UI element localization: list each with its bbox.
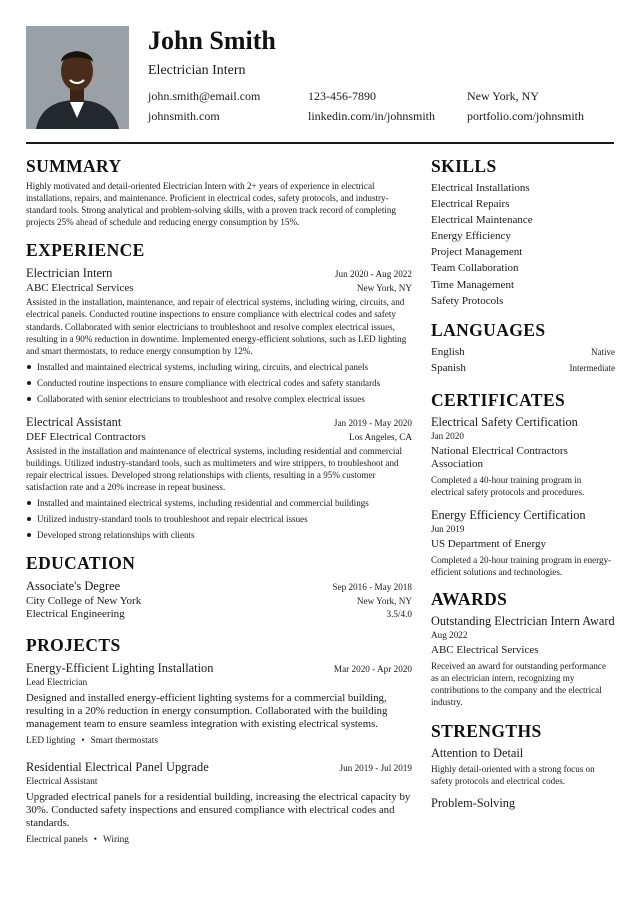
job-role: Electrician Intern bbox=[26, 266, 113, 281]
project-entry bbox=[26, 759, 412, 846]
certificate-date: Jun 2019 bbox=[431, 523, 465, 534]
skill-item: Electrical Installations bbox=[431, 182, 530, 194]
job-location: Los Angeles, CA bbox=[348, 431, 412, 442]
project-tag: LED lighting bbox=[26, 736, 76, 747]
skills-section bbox=[431, 155, 615, 309]
certificate-name: Energy Efficiency Certification bbox=[431, 507, 586, 522]
website-link[interactable]: johnsmith.com bbox=[148, 109, 220, 123]
experience-section bbox=[26, 239, 412, 541]
project-description: Designed and installed energy-efficient lighting systems for a commercial building, resulting in a 20% reduction in energy consumption. Collaborated with the building management team to ensure seamless integration with existing electrical systems. bbox=[26, 692, 388, 731]
certificate-issuer: US Department of Energy bbox=[431, 537, 546, 550]
section-heading: CERTIFICATES bbox=[431, 389, 566, 410]
language-row bbox=[431, 344, 615, 360]
project-dates: Mar 2020 - Apr 2020 bbox=[333, 664, 412, 675]
location-text: New York, NY bbox=[467, 89, 540, 103]
strengths-section bbox=[431, 720, 615, 811]
strength-description: Highly detail-oriented with a strong focus on safety protocols and electrical codes. bbox=[431, 763, 595, 786]
job-bullets bbox=[26, 361, 412, 405]
resume-header bbox=[26, 26, 614, 129]
certificate-issuer: National Electrical Contractors Association bbox=[431, 444, 568, 470]
bullet-item: Conducted routine inspections to ensure compliance with electrical codes and safety standards bbox=[26, 377, 412, 389]
skill-item: Electrical Maintenance bbox=[431, 214, 533, 227]
skill-item: Time Management bbox=[431, 278, 514, 291]
section-heading: EXPERIENCE bbox=[26, 240, 145, 261]
section-heading: SUMMARY bbox=[26, 156, 122, 176]
linkedin-link[interactable]: linkedin.com/in/johnsmith bbox=[308, 109, 435, 123]
email-link[interactable]: john.smith@email.com bbox=[148, 89, 261, 103]
skill-item: Electrical Repairs bbox=[431, 198, 510, 211]
skills-list bbox=[431, 180, 615, 309]
project-tags: LED lighting • Smart thermostats bbox=[26, 736, 158, 747]
right-column bbox=[431, 155, 615, 811]
project-tag: Electrical panels bbox=[26, 835, 88, 846]
strength-name: Problem-Solving bbox=[431, 795, 516, 810]
job-description: Assisted in the installation, maintenance, and repair of electrical systems, including wiring, circuits, and electrical panels. Conducted routine inspections to ensure compliance with electrical codes and safety standards. Collaborated with senior electricians to troubleshoot and resolve complex electrical issues, resulting in a 90% reduction in downtime. Implemented energy-efficient solutions, such as LED lighting and smart thermostats, to reduce energy consumption by 12%. bbox=[26, 297, 407, 356]
job-bullets bbox=[26, 497, 412, 541]
education-field: Electrical Engineering bbox=[26, 608, 125, 621]
education-dates: Sep 2016 - May 2018 bbox=[332, 582, 412, 593]
award-description: Received an award for outstanding performance as an electrician intern, recognizing my contributions to the company and the electrical industry. bbox=[431, 661, 606, 708]
strength-name: Attention to Detail bbox=[431, 745, 524, 760]
certificate-name: Electrical Safety Certification bbox=[431, 414, 578, 429]
skill-item: Project Management bbox=[431, 246, 523, 259]
project-role: Lead Electrician bbox=[26, 678, 88, 689]
bullet-item: Utilized industry-standard tools to troubleshoot and repair electrical issues bbox=[26, 513, 412, 525]
job-entry bbox=[26, 414, 412, 541]
section-heading: STRENGTHS bbox=[431, 720, 542, 741]
job-entry bbox=[26, 265, 412, 404]
education-section bbox=[26, 552, 412, 620]
person-silhouette-icon bbox=[26, 26, 129, 129]
job-description: Assisted in the installation and maintenance of electrical systems, including residential and commercial buildings. Utilized industry-standard tools, such as multimeters and wire strippers, to troubleshoot and repair electrical issues. Developed strong relationships with clients, resulting in a 95% customer satisfaction rate and a 20% increase in repeat business. bbox=[26, 445, 403, 493]
bullet-item: Developed strong relationships with clients bbox=[26, 529, 412, 541]
candidate-title: Electrician Intern bbox=[148, 63, 246, 78]
project-tag: Wiring bbox=[102, 835, 129, 846]
education-school: City College of New York bbox=[26, 595, 142, 608]
education-gpa: 3.5/4.0 bbox=[386, 609, 412, 620]
job-company: ABC Electrical Services bbox=[26, 282, 134, 295]
education-degree: Associate's Degree bbox=[26, 579, 121, 594]
job-company: DEF Electrical Contractors bbox=[26, 430, 146, 443]
skill-item: Energy Efficiency bbox=[431, 230, 511, 243]
project-description: Upgraded electrical panels for a residential building, increasing the electrical capacity by 30%. Conducted safety inspections and ensured compliance with electrical codes and standards. bbox=[26, 791, 411, 830]
certificate-date: Jan 2020 bbox=[431, 430, 464, 441]
award-name: Outstanding Electrician Intern Award bbox=[431, 614, 615, 629]
summary-section bbox=[26, 155, 412, 228]
language-level: Native bbox=[591, 346, 615, 357]
certificate-description: Completed a 20-hour training program in energy-efficient solutions and technologies. bbox=[431, 554, 612, 578]
section-heading: AWARDS bbox=[431, 589, 508, 610]
project-name: Energy-Efficient Lighting Installation bbox=[26, 661, 214, 676]
profile-photo bbox=[26, 26, 129, 129]
languages-section bbox=[431, 319, 615, 376]
section-heading: SKILLS bbox=[431, 156, 497, 176]
project-name: Residential Electrical Panel Upgrade bbox=[26, 760, 209, 775]
education-location: New York, NY bbox=[356, 596, 412, 607]
project-dates: Jun 2019 - Jul 2019 bbox=[339, 763, 412, 774]
language-level: Intermediate bbox=[569, 362, 615, 373]
award-date: Aug 2022 bbox=[431, 630, 468, 641]
project-tags: Electrical panels • Wiring bbox=[26, 835, 129, 846]
bullet-item: Installed and maintained electrical systems, including residential and commercial buildings bbox=[26, 497, 412, 509]
language-row bbox=[431, 360, 615, 376]
award-issuer: ABC Electrical Services bbox=[431, 644, 539, 657]
bullet-item: Installed and maintained electrical systems, including wiring, circuits, and electrical panels bbox=[26, 361, 412, 373]
project-role: Electrical Assistant bbox=[26, 777, 98, 788]
phone-number[interactable]: 123-456-7890 bbox=[308, 89, 376, 103]
job-dates: Jan 2019 - May 2020 bbox=[333, 417, 412, 428]
skill-item: Team Collaboration bbox=[431, 262, 519, 275]
language-name: English bbox=[431, 345, 465, 358]
bullet-item: Collaborated with senior electricians to troubleshoot and resolve complex electrical issues bbox=[26, 393, 412, 405]
job-role: Electrical Assistant bbox=[26, 414, 122, 429]
header-divider bbox=[26, 142, 614, 144]
project-entry bbox=[26, 660, 412, 747]
certificate-entry bbox=[431, 415, 615, 498]
language-name: Spanish bbox=[431, 361, 466, 374]
project-tag: Smart thermostats bbox=[90, 736, 158, 747]
certificates-section bbox=[431, 389, 615, 578]
awards-section bbox=[431, 588, 615, 708]
candidate-name: John Smith bbox=[148, 26, 276, 55]
left-column bbox=[26, 155, 412, 846]
certificate-description: Completed a 40-hour training program in electrical safety protocols and procedures. bbox=[431, 474, 585, 497]
skill-item: Safety Protocols bbox=[431, 294, 504, 307]
summary-text: Highly motivated and detail-oriented Electrician Intern with 2+ years of experience in electrical installations, repairs, and maintenance. Proficient in electrical codes, safety protocols, and industry-standard tools. Strong analytical and problem-solving skills, with a proven track record of completing projects 25% ahead of schedule and reducing energy consumption by 15%. bbox=[26, 181, 396, 228]
section-heading: PROJECTS bbox=[26, 635, 121, 656]
section-heading: EDUCATION bbox=[26, 553, 136, 574]
job-location: New York, NY bbox=[356, 283, 412, 294]
job-dates: Jun 2020 - Aug 2022 bbox=[334, 269, 412, 280]
portfolio-link[interactable]: portfolio.com/johnsmith bbox=[467, 109, 584, 123]
projects-section bbox=[26, 634, 412, 846]
certificate-entry bbox=[431, 508, 615, 578]
section-heading: LANGUAGES bbox=[431, 319, 546, 340]
